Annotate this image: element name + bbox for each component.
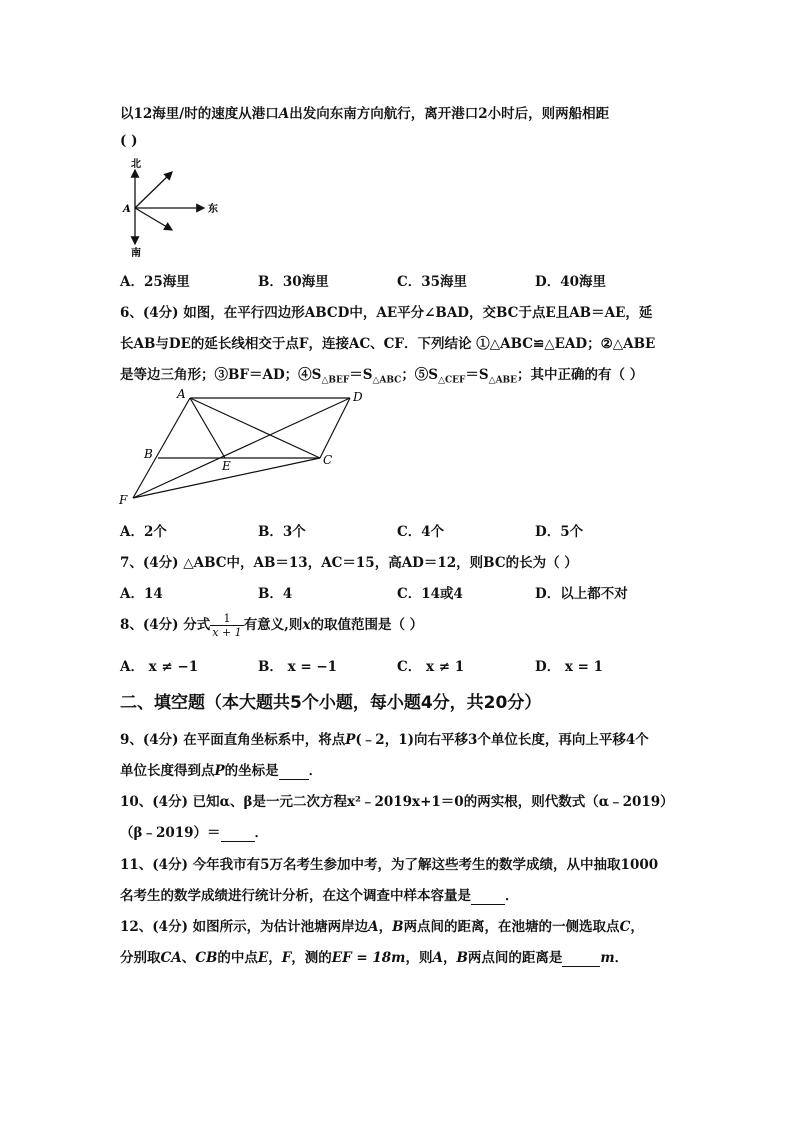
q7-option-a[interactable]: A．14 (120, 586, 163, 602)
label-f: F (119, 493, 128, 507)
q12-answer-blank[interactable] (562, 950, 600, 967)
q5-option-b[interactable]: B．30海里 (258, 274, 329, 290)
q8-line: 8、(4分) 分式 $\frac{1}{x + 1}$ 有意义,则x的取值范围是（ ） (120, 612, 424, 639)
q8-option-a[interactable]: A． x ≠ −1 (120, 659, 199, 675)
q6-option-c[interactable]: C．4个 (397, 524, 445, 540)
northeast-arrow (135, 172, 172, 208)
q5-answer-paren: ( ) (120, 133, 138, 149)
q6-option-d[interactable]: D．5个 (535, 524, 584, 540)
q10-line-2: （β﹣2019）＝ ． (120, 825, 269, 841)
q6-line-2: 长AB与DE的延长线相交于点F，连接AC、CF．下列结论 ①△ABC≌△EAD；②△ABE (120, 336, 656, 352)
q11-answer-blank[interactable] (471, 888, 505, 905)
q5-line-1 (120, 102, 609, 122)
q6-option-b[interactable]: B．3个 (258, 524, 306, 540)
q10-line-1: 10、(4分) 已知α、β是一元二次方程x²﹣2019x+1＝0的两实根，则代数式（α﹣2019） (120, 794, 674, 810)
south-label: 南 (131, 248, 141, 259)
q5-text: 以12海里/时的速度从港口 (120, 106, 279, 122)
q10-answer-blank[interactable] (221, 825, 255, 842)
q5-direction-diagram (120, 158, 230, 258)
q12-line-1: 12、(4分) 如图所示，为估计池塘两岸边A，B两点间的距离，在池塘的一侧选取点C， (120, 919, 644, 935)
point-a-label: A (123, 204, 131, 215)
q7-text: 7、(4分) △ABC中，AB＝13，AC＝15，高AD＝12，则BC的长为（ ） (120, 555, 578, 571)
label-a: A (177, 387, 186, 401)
q11-line-2: 名考生的数学成绩进行统计分析，在这个调查中样本容量是 ． (120, 888, 519, 904)
q5-var-a: A (278, 106, 290, 122)
q5-option-d[interactable]: D．40海里 (535, 274, 606, 290)
q11-line-1: 11、(4分) 今年我市有5万名考生参加中考，为了解这些考生的数学成绩，从中抽取1000 (120, 857, 659, 873)
q7-option-d[interactable]: D．以上都不对 (535, 586, 628, 602)
q6-option-a[interactable]: A．2个 (120, 524, 167, 540)
q7-option-c[interactable]: C．14或4 (397, 586, 463, 602)
q6-line-1: 6、(4分) 如图，在平行四边形ABCD中，AE平分∠BAD，交BC于点E且AB＝AE，延 (120, 305, 653, 321)
q5-option-c[interactable]: C．35海里 (397, 274, 468, 290)
q8-option-b[interactable]: B． x = −1 (258, 659, 338, 675)
q6-parallelogram-figure (115, 388, 375, 508)
section-2-heading: 二、填空题（本大题共5个小题，每小题4分，共20分） (120, 693, 542, 713)
east-label: 东 (208, 204, 218, 215)
segment-ac (190, 398, 320, 458)
label-e: E (222, 459, 231, 473)
label-b: B (144, 447, 153, 461)
segment-df (133, 398, 350, 498)
q7-option-b[interactable]: B．4 (258, 586, 293, 602)
q8-fraction: $\frac{1}{x + 1}$ (212, 612, 242, 639)
q9-line-2: 单位长度得到点P的坐标是 ． (120, 763, 323, 779)
southeast-arrow (135, 208, 172, 230)
label-d: D (353, 390, 363, 404)
q9-line-1: 9、(4分) 在平面直角坐标系中，将点P(﹣2，1)向右平移3个单位长度，再向上平移4个 (120, 732, 649, 748)
q8-option-c[interactable]: C． x ≠ 1 (397, 659, 465, 675)
q12-line-2: 分别取CA、CB的中点E，F，测的EF = 18m，则A，B两点间的距离是 m． (120, 950, 629, 966)
segment-af (133, 398, 190, 498)
q5-text-rest: 出发向东南方向航行，离开港口2小时后，则两船相距 (289, 106, 610, 122)
north-label: 北 (131, 159, 141, 170)
q8-option-d[interactable]: D． x = 1 (535, 659, 604, 675)
label-c: C (323, 453, 333, 467)
segment-dc (320, 398, 350, 458)
q5-option-a[interactable]: A．25海里 (120, 274, 190, 290)
q6-line-3: 是等边三角形；③BF＝AD；$④S_{\triangle BEF}=S_{\triangle ABC}$；$⑤S_{\triangle CEF}=S_{\triangle ABE}$；其中正确的有（ ） (120, 367, 644, 386)
segment-ae (190, 398, 225, 458)
q9-answer-blank[interactable] (279, 763, 309, 780)
